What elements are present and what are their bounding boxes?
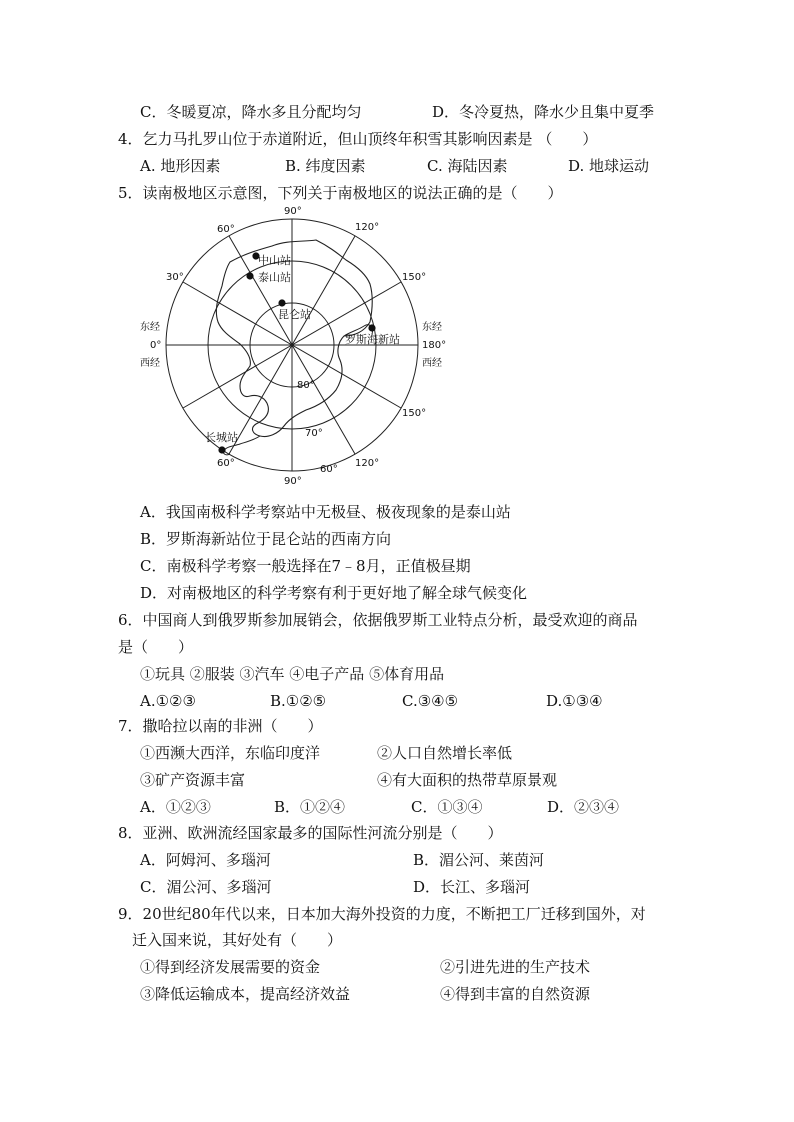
q8-stem: 8．亚洲、欧洲流经国家最多的国际性河流分别是（ ） (118, 824, 503, 842)
q6-option-b: B.①②⑤ (270, 692, 327, 710)
changcheng-station-marker (218, 446, 225, 453)
q7-option-a: A．①②③ (140, 798, 211, 816)
q6-option-a: A.①②③ (140, 692, 196, 710)
kunlun-station-marker (278, 299, 285, 306)
q3-option-c: C．冬暖夏凉，降水多且分配均匀 (140, 103, 362, 121)
lon-label-0: 0° (150, 340, 162, 351)
lon-label-60-bottom-right: 60° (320, 464, 338, 475)
q4-stem: 4．乞力马扎罗山位于赤道附近，但山顶终年积雪其影响因素是 （ ） (118, 130, 598, 148)
q5-option-c: C．南极科学考察一般选择在7﹣8月，正值极昼期 (140, 557, 471, 575)
lon-label-120-top: 120° (355, 222, 380, 233)
q4-option-c: C. 海陆因素 (427, 157, 508, 175)
q7-item-3: ③矿产资源丰富 (140, 771, 246, 789)
q9-item-4: ④得到丰富的自然资源 (440, 985, 591, 1003)
q4-option-b: B. 纬度因素 (285, 157, 366, 175)
q8-option-d: D．长江、多瑙河 (413, 878, 531, 896)
changcheng-station-label: 长城站 (205, 431, 238, 444)
q3-option-d: D．冬冷夏热，降水少且集中夏季 (432, 103, 655, 121)
lon-label-120-bottom: 120° (355, 458, 380, 469)
label-east-longitude-right: 东经 (422, 322, 442, 333)
q5-stem: 5．读南极地区示意图，下列关于南极地区的说法正确的是（ ） (118, 184, 563, 202)
q7-option-d: D．②③④ (547, 798, 620, 816)
label-west-longitude-right: 西经 (422, 358, 442, 369)
lat-label-80: 80° (297, 380, 315, 391)
taishan-station-label: 泰山站 (258, 271, 291, 284)
lon-label-30: 30° (166, 272, 184, 283)
q6-stem-line-2: 是（ ） (118, 638, 194, 656)
lat-label-70: 70° (305, 428, 323, 439)
q6-option-d: D.①③④ (546, 692, 603, 710)
q9-item-2: ②引进先进的生产技术 (440, 958, 591, 976)
q8-option-a: A．阿姆河、多瑙河 (140, 851, 271, 869)
q7-item-4: ④有大面积的热带草原景观 (377, 771, 558, 789)
q9-stem-line-1: 9．20世纪80年代以来，日本加大海外投资的力度，不断把工厂迁移到国外，对 (118, 905, 646, 923)
kunlun-station-label: 昆仑站 (278, 308, 311, 321)
lon-label-150-top: 150° (402, 272, 427, 283)
taishan-station-marker (246, 272, 253, 279)
lon-label-180: 180° (422, 340, 447, 351)
q7-item-2: ②人口自然增长率低 (377, 744, 513, 762)
q7-option-c: C．①③④ (411, 798, 483, 816)
zhongshan-station-label: 中山站 (258, 254, 291, 267)
q7-item-1: ①西濒大西洋，东临印度洋 (140, 744, 321, 762)
q5-option-a: A．我国南极科学考察站中无极昼、极夜现象的是泰山站 (140, 503, 511, 521)
lon-label-150-bottom: 150° (402, 408, 427, 419)
q9-item-3: ③降低运输成本，提高经济效益 (140, 985, 351, 1003)
q4-option-d: D. 地球运动 (568, 157, 650, 175)
q9-item-1: ①得到经济发展需要的资金 (140, 958, 321, 976)
luosihai-station-marker (368, 324, 375, 331)
q9-stem-line-2: 迁入国来说，其好处有（ ） (132, 931, 343, 949)
q7-stem: 7．撒哈拉以南的非洲（ ） (118, 717, 323, 735)
q6-stem-line-1: 6．中国商人到俄罗斯参加展销会，依据俄罗斯工业特点分析，最受欢迎的商品 (118, 611, 638, 629)
q8-option-c: C．湄公河、多瑙河 (140, 878, 272, 896)
label-east-longitude-left: 东经 (140, 322, 160, 333)
label-west-longitude-left: 西经 (140, 358, 160, 369)
q8-option-b: B．湄公河、莱茵河 (413, 851, 545, 869)
q6-items: ①玩具 ②服装 ③汽车 ④电子产品 ⑤体育用品 (140, 665, 445, 683)
q6-option-c: C.③④⑤ (402, 692, 459, 710)
luosihai-station-label: 罗斯海新站 (345, 333, 400, 346)
q5-option-b: B．罗斯海新站位于昆仑站的西南方向 (140, 530, 392, 548)
q4-option-a: A. 地形因素 (140, 157, 221, 175)
q5-option-d: D．对南极地区的科学考察有利于更好地了解全球气候变化 (140, 584, 528, 602)
antarctic-map (140, 200, 447, 490)
q7-option-b: B．①②④ (274, 798, 346, 816)
lon-label-60-bottom-left: 60° (217, 458, 235, 469)
lon-label-90-top: 90° (284, 206, 302, 217)
lon-label-90-bottom: 90° (284, 476, 302, 487)
lon-label-60-top: 60° (217, 224, 235, 235)
